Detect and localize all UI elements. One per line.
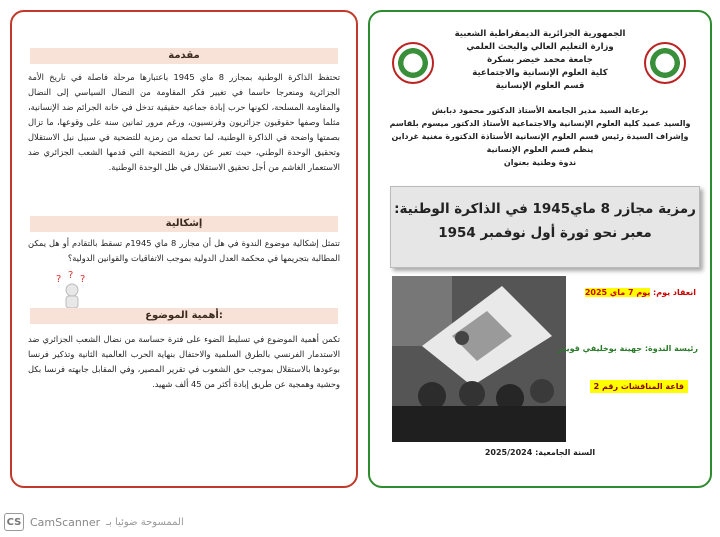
- importance-text: تكمن أهمية الموضوع في تسليط الضوء على فترة حساسة من نضال الشعب الجزائري ضد الاستدمار الفرنسي بالطرق السلمية والاحتفال بنهاية الحرب العالمية الثانية وتذكير فرنسا بوعودها بالاستقلال بموجب حق الشعوب في تقرير المصير، وفي المقابل جابهته فرنسا بكل وحشية وهمجية عن طريق إبادة أكثر من 45 ألف شهيد.: [28, 334, 340, 389]
- scanned-with-label: الممسوحة ضوئيا بـ: [106, 516, 184, 528]
- chair-label: رئيسة الندوة:: [644, 344, 698, 353]
- chair-row: [553, 342, 702, 355]
- camscanner-logo-icon: CS: [4, 513, 24, 531]
- camscanner-name: CamScanner: [30, 515, 101, 529]
- header-line: جامعة محمد خيضر بسكرة: [487, 55, 593, 65]
- patronage-line: ينظم قسم العلوم الإنسانية: [486, 145, 594, 154]
- academic-year: السنة الجامعية: 2025/2024: [484, 448, 596, 457]
- patronage-line: ندوة وطنية بعنوان: [503, 158, 577, 167]
- right-panel: [368, 10, 712, 488]
- intro-heading: مقدمة: [30, 48, 338, 64]
- room-badge: قاعة المناقشات رقم 2: [590, 380, 688, 393]
- faculty-logo-icon: [392, 42, 434, 84]
- intro-text: تحتفظ الذاكرة الوطنية بمجازر 8 ماي 1945 باعتبارها مرحلة فاصلة في تاريخ الأمة الجزائرية ومنعرجا حاسما في تغيير فكر المقاومة من النضال السياسي إلى النضال والمقاومة المسلحة، لكونها حرب إبادة جماعية حقيقية تدخل في خانة الجرائم ضد الإنسانية، مثلما وصفها حقوقيون جزائريون وفرنسيون، ورغم مرور ثمانين سنة على وقوعها، ما تزال بصمتها واضحة في الذاكرة الوطنية، لما تحمله من رمزية للتضحية في سبيل نيل الاستقلال وتحقيق الوحدة الوطني، حيث تعبر عن رمزية التضحية التي قدمها الشعب الجزائري ضد الاستعمار الغاشم من أجل تحقيق الاستقلال في ظل الوحدة الوطنية.: [28, 72, 341, 172]
- left-panel: [10, 10, 358, 488]
- university-logo-icon: [644, 42, 686, 84]
- patronage-block: [380, 104, 700, 169]
- header-line: كلية العلوم الإنسانية والاجتماعية: [472, 68, 608, 78]
- patronage-line: برعاية السيد مدير الجامعة الأستاذ الدكتور محمود دبابش: [431, 106, 649, 115]
- svg-text:?: ?: [56, 274, 62, 285]
- seminar-title-line1: رمزية مجازر 8 ماي1945 في الذاكرة الوطنية:: [394, 201, 696, 217]
- patronage-line: والسيد عميد كلية العلوم الإنسانية والاجتماعية الأستاذ الدكتور ميسوم بلقاسم: [389, 119, 691, 128]
- problem-heading: إشكالية: [30, 216, 338, 232]
- seminar-title-line2: معبر نحو ثورة أول نوفمبر 1954: [438, 225, 652, 241]
- svg-text:?: ?: [68, 270, 74, 281]
- date-label: انعقاد يوم:: [653, 288, 696, 297]
- header-line: وزارة التعليم العالي والبحث العلمي: [466, 42, 614, 52]
- importance-heading: أهمية الموضوع:: [30, 308, 338, 324]
- date-row: [581, 286, 700, 299]
- institution-header: [440, 28, 640, 93]
- historical-photo: [392, 276, 566, 442]
- patronage-line: وإشراف السيدة رئيس قسم العلوم الإنسانية الأستاذة الدكتورة مغنية غرداين: [391, 132, 689, 141]
- date-value: يوم 7 ماي 2025: [584, 288, 651, 297]
- camscanner-watermark: [4, 512, 184, 532]
- header-line: الجمهورية الجزائرية الديمقراطية الشعبية: [454, 29, 626, 39]
- seminar-title-box: [390, 186, 700, 268]
- svg-text:?: ?: [80, 274, 86, 285]
- chair-value: جهينة بوخليفي قويدر: [557, 344, 643, 353]
- problem-text: تتمثل إشكالية موضوع الندوة في هل أن مجازر 8 ماي 1945م تسقط بالتقادم أو هل يمكن المطالبة بتجريمها في محكمة العدل الدولية بموجب الاتفاقيات والقوانين الدولية؟: [28, 238, 340, 263]
- header-line: قسم العلوم الإنسانية: [495, 81, 585, 91]
